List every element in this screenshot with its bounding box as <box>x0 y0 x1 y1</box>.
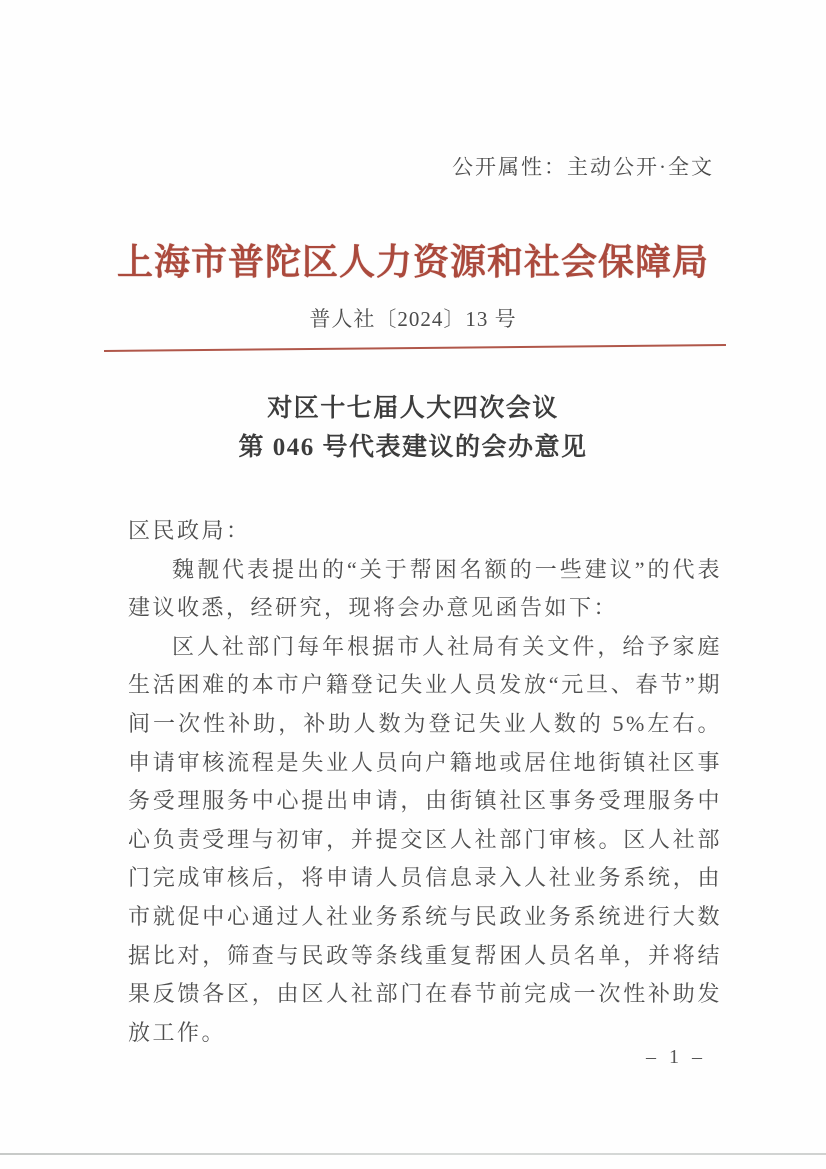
document-title-line-1: 对区十七届人大四次会议 <box>267 395 559 422</box>
page-number: – 1 – <box>646 1046 706 1068</box>
document-title <box>0 389 826 467</box>
scanned-paper-bottom-edge <box>0 1153 826 1155</box>
publicity-attribute-line: 公开属性：主动公开·全文 <box>452 155 714 179</box>
issuing-agency-letterhead: 上海市普陀区人力资源和社会保障局 <box>116 242 709 282</box>
document-title-line-2: 第 046 号代表建议的会办意见 <box>238 434 588 461</box>
document-reference-number: 普人社〔2024〕13 号 <box>309 307 517 331</box>
body-paragraph-1: 魏靓代表提出的“关于帮困名额的一些建议”的代表建议收悉，经研究，现将会办意见函告如下： <box>128 556 722 621</box>
document-body <box>128 512 722 1052</box>
body-paragraph-2: 区人社部门每年根据市人社局有关文件，给予家庭生活困难的本市户籍登记失业人员发放“元旦、春节”期间一次性补助，补助人数为登记失业人数的 5%左右。申请审核流程是失业人员向户籍地或居住地街镇社区事务受理服务中心提出申请，由街镇社区事务受理服务中心负责受理与初审，并提交区人社部门审核。区人社部门完成审核后，将申请人员信息录入人社业务系统，由市就促中心通过人社业务系统与民政业务系统进行大数据比对，筛查与民政等条线重复帮困人员名单，并将结果反馈各区，由区人社部门在春节前完成一次性补助发放工作。 <box>128 633 722 1045</box>
letterhead-divider-line <box>104 344 726 352</box>
salutation: 区民政局： <box>128 518 251 543</box>
